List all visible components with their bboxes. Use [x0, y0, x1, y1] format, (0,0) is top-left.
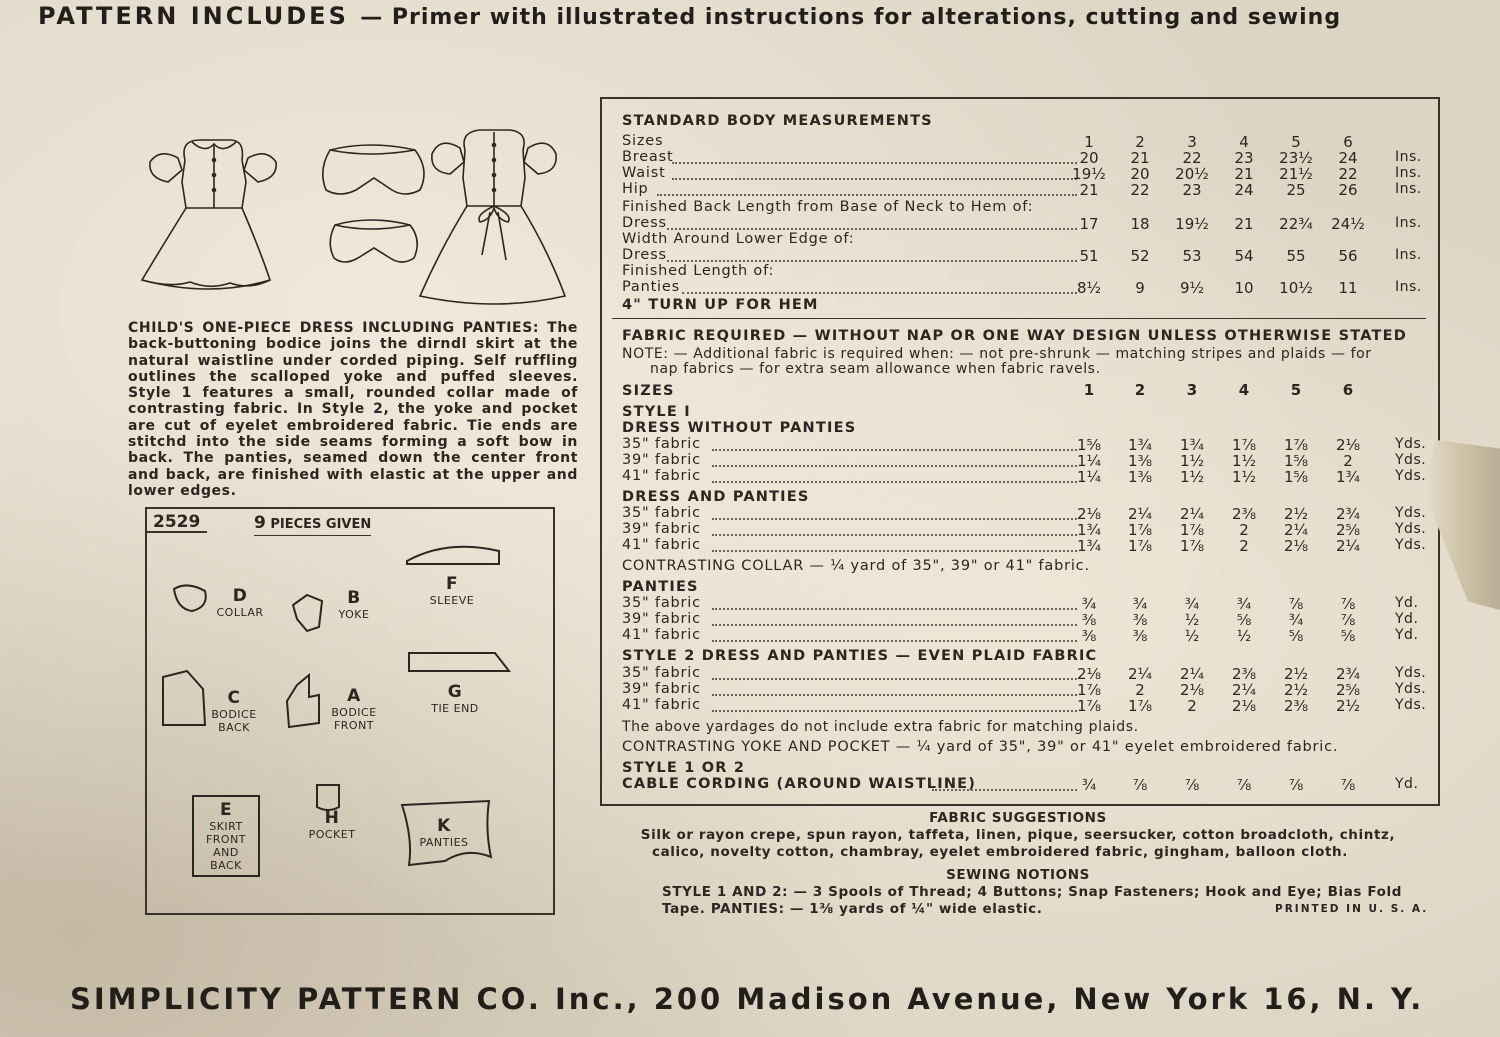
piece-panties: K PANTIES [419, 816, 469, 849]
row-value: 2¼ [1179, 505, 1205, 523]
row-value: 1½ [1231, 468, 1257, 486]
printed-in-usa: PRINTED IN U. S. A. [1275, 903, 1429, 915]
header-subtitle: — Primer with illustrated instructions for alterations, cutting and sewing [360, 5, 1342, 30]
row-value: 3 [1187, 133, 1197, 151]
row-value: 25 [1286, 181, 1306, 199]
row-value: 2 [1135, 681, 1145, 699]
leader-dots [682, 292, 1077, 294]
row-value: 17 [1079, 215, 1099, 233]
row-value: 2⅛ [1076, 505, 1102, 523]
row-value: 1½ [1179, 468, 1205, 486]
leader-dots [657, 194, 1077, 196]
piece-pocket: H POCKET [308, 808, 356, 841]
row-value: 2¼ [1231, 681, 1257, 699]
piece-tie-end: G TIE END [431, 682, 479, 715]
row-value: ½ [1184, 611, 1200, 629]
row-value: ⅞ [1236, 776, 1252, 794]
fabric-required-title: FABRIC REQUIRED — WITHOUT NAP OR ONE WAY DESIGN UNLESS OTHERWISE STATED [622, 328, 1407, 344]
row-value: 54 [1234, 247, 1254, 265]
row-value: ⅜ [1081, 611, 1097, 629]
style1-label: STYLE I [622, 404, 691, 420]
row-label: Panties [622, 279, 680, 295]
dress-and-panties-label: DRESS AND PANTIES [622, 489, 810, 505]
row-value: 19½ [1072, 165, 1106, 183]
leader-dots [672, 178, 1077, 180]
row-value: 9 [1135, 279, 1145, 297]
leader-dots [667, 260, 1077, 262]
collar-shape [174, 585, 206, 611]
size-header: 1 [1083, 381, 1095, 399]
row-value: 2¼ [1335, 537, 1361, 555]
size-header: 4 [1238, 381, 1250, 399]
row-value: 2½ [1283, 665, 1309, 683]
leader-dots [712, 710, 1077, 712]
fabric-suggestions-line1: Silk or rayon crepe, spun rayon, taffeta, linen, pique, seersucker, cotton broadcloth, chintz, [640, 827, 1396, 843]
row-unit: Yd. [1395, 595, 1419, 611]
row-value: 1⅞ [1076, 697, 1102, 715]
row-label: Waist [622, 165, 666, 181]
row-label: 39" fabric [622, 611, 701, 627]
row-value: ⅞ [1340, 595, 1356, 613]
back-length-heading: Finished Back Length from Base of Neck to Hem of: [622, 199, 1034, 215]
row-label: 35" fabric [622, 505, 701, 521]
piece-collar: D COLLAR [216, 586, 264, 619]
row-value: 23 [1182, 181, 1202, 199]
row-value: ⅞ [1132, 776, 1148, 794]
fabric-note-line1: NOTE: — Additional fabric is required when: — not pre-shrunk — matching stripes and plaids — for [622, 346, 1372, 362]
row-unit: Yds. [1395, 697, 1427, 713]
row-value: 2 [1343, 452, 1353, 470]
row-label: Dress [622, 215, 667, 231]
leader-dots [712, 449, 1077, 451]
size-header: 3 [1186, 381, 1198, 399]
row-value: 2⅜ [1283, 697, 1309, 715]
row-value: ⅞ [1288, 776, 1304, 794]
row-value: ⅝ [1340, 627, 1356, 645]
row-value: 21½ [1279, 165, 1313, 183]
row-value: 55 [1286, 247, 1306, 265]
tie-end-shape [409, 653, 509, 671]
row-value: 1⅜ [1127, 452, 1153, 470]
row-value: 6 [1343, 133, 1353, 151]
row-value: 1½ [1231, 452, 1257, 470]
row-value: 22 [1130, 181, 1150, 199]
measurements-box [600, 97, 1440, 806]
dress-without-panties-label: DRESS WITHOUT PANTIES [622, 420, 857, 436]
row-value: 1⅞ [1076, 681, 1102, 699]
row-value: 21 [1079, 181, 1099, 199]
row-value: 2¼ [1127, 665, 1153, 683]
row-label: Sizes [622, 133, 664, 149]
row-value: ⅞ [1184, 776, 1200, 794]
row-value: 2⅛ [1179, 681, 1205, 699]
row-value: ¾ [1081, 776, 1097, 794]
row-value: 2⅛ [1335, 436, 1361, 454]
row-value: 1¼ [1076, 468, 1102, 486]
row-value: 2⅛ [1076, 665, 1102, 683]
panties-drawing [323, 145, 424, 262]
row-value: 2⅛ [1283, 537, 1309, 555]
panties-label: PANTIES [622, 579, 699, 595]
leader-dots [712, 481, 1077, 483]
row-value: 2¼ [1127, 505, 1153, 523]
row-label: 35" fabric [622, 665, 701, 681]
row-value: 1¾ [1335, 468, 1361, 486]
row-unit: Yd. [1395, 611, 1419, 627]
sleeve-shape [407, 547, 499, 564]
fabric-suggestions-title: FABRIC SUGGESTIONS [929, 810, 1107, 826]
leader-dots [712, 465, 1077, 467]
row-label: Hip [622, 181, 649, 197]
row-value: 2¾ [1335, 505, 1361, 523]
row-value: 11 [1338, 279, 1358, 297]
row-value: 1⅝ [1283, 468, 1309, 486]
row-value: 1¼ [1076, 452, 1102, 470]
row-unit: Ins. [1395, 215, 1422, 231]
sewing-notions-title: SEWING NOTIONS [946, 867, 1090, 883]
row-value: 2¾ [1335, 665, 1361, 683]
contrasting-collar: CONTRASTING COLLAR — ¼ yard of 35", 39" or 41" fabric. [622, 558, 1090, 574]
leader-dots [712, 694, 1077, 696]
row-value: 8½ [1076, 279, 1102, 297]
piece-yoke: B YOKE [338, 588, 370, 621]
publisher-footer: SIMPLICITY PATTERN CO. Inc., 200 Madison Avenue, New York 16, N. Y. [70, 982, 1425, 1016]
row-value: 23½ [1279, 149, 1313, 167]
row-value: 5 [1291, 133, 1301, 151]
row-value: 2⅜ [1231, 505, 1257, 523]
row-value: 2⅝ [1335, 521, 1361, 539]
row-label: 41" fabric [622, 537, 701, 553]
row-value: 24 [1338, 149, 1358, 167]
row-value: 20 [1079, 149, 1099, 167]
row-value: 52 [1130, 247, 1150, 265]
row-unit: Yds. [1395, 468, 1427, 484]
sewing-notions-line2: Tape. PANTIES: — 1⅜ yards of ¼" wide elastic. [662, 901, 1043, 917]
row-label: 39" fabric [622, 681, 701, 697]
row-unit: Yds. [1395, 521, 1427, 537]
row-unit: Yds. [1395, 537, 1427, 553]
row-value: 22 [1338, 165, 1358, 183]
row-value: 2 [1239, 521, 1249, 539]
fabric-suggestions-line2: calico, novelty cotton, chambray, eyelet embroidered fabric, gingham, balloon cloth. [652, 844, 1348, 860]
body-measurements-title: STANDARD BODY MEASUREMENTS [622, 113, 933, 129]
row-value: 9½ [1179, 279, 1205, 297]
dress-style2-drawing [420, 130, 565, 304]
row-value: ⅞ [1340, 776, 1356, 794]
row-value: 23 [1234, 149, 1254, 167]
row-label: 41" fabric [622, 697, 701, 713]
row-value: 1¾ [1127, 436, 1153, 454]
row-value: 20 [1130, 165, 1150, 183]
row-label: 35" fabric [622, 436, 701, 452]
row-unit: Ins. [1395, 181, 1422, 197]
width-heading: Width Around Lower Edge of: [622, 231, 855, 247]
row-unit: Ins. [1395, 165, 1422, 181]
fabric-note-line2: nap fabrics — for extra seam allowance when fabric ravels. [650, 361, 1101, 377]
row-value: 2¼ [1283, 521, 1309, 539]
row-unit: Ins. [1395, 247, 1422, 263]
row-value: 2⅜ [1231, 665, 1257, 683]
row-value: 1⅞ [1127, 697, 1153, 715]
pattern-description: CHILD'S ONE-PIECE DRESS INCLUDING PANTIES: The back-buttoning bodice joins the dirndl skirt at the natural waistline under corded piping. Self ruffling outlines the scalloped yoke and puffed sleeves. Style 1 features a small, rounded collar made of contrasting fabric. In Style 2, the yoke and pocket are cut of eyelet embroidered fabric. Tie ends are stitchd into the side seams forming a soft bow in back. The panties, seamed down the center front and back, are finished with elastic at the upper and lower edges. [128, 320, 578, 499]
row-value: 2¼ [1179, 665, 1205, 683]
hem-note: 4" TURN UP FOR HEM [622, 297, 819, 313]
dress-illustrations [130, 120, 580, 310]
yoke-shape [293, 595, 322, 631]
section-divider [612, 318, 1426, 319]
row-value: 10 [1234, 279, 1254, 297]
row-value: 1 [1084, 133, 1094, 151]
row-value: 1⅞ [1179, 537, 1205, 555]
row-value: 24 [1234, 181, 1254, 199]
row-value: 1⅞ [1179, 521, 1205, 539]
row-label: 39" fabric [622, 521, 701, 537]
row-label: 41" fabric [622, 468, 701, 484]
leader-dots [712, 518, 1077, 520]
row-value: 21 [1234, 165, 1254, 183]
row-value: 1⅝ [1283, 452, 1309, 470]
row-value: 26 [1338, 181, 1358, 199]
leader-dots [667, 228, 1077, 230]
leader-dots [712, 678, 1077, 680]
row-value: ⅝ [1288, 627, 1304, 645]
row-unit: Yds. [1395, 436, 1427, 452]
pieces-box [145, 507, 555, 915]
style2-label: STYLE 2 DRESS AND PANTIES — EVEN PLAID FABRIC [622, 648, 1098, 664]
row-value: 21 [1234, 215, 1254, 233]
size-header: 5 [1290, 381, 1302, 399]
row-value: 24½ [1331, 215, 1365, 233]
row-value: 4 [1239, 133, 1249, 151]
row-value: 2 [1135, 133, 1145, 151]
row-value: 1¾ [1179, 436, 1205, 454]
row-unit: Yds. [1395, 452, 1427, 468]
leader-dots [712, 624, 1077, 626]
style-1-or-2-label: STYLE 1 OR 2 [622, 760, 746, 776]
row-value: 2 [1239, 537, 1249, 555]
row-value: ¾ [1081, 595, 1097, 613]
length-heading: Finished Length of: [622, 263, 775, 279]
row-value: ⅝ [1236, 611, 1252, 629]
piece-bodice-back: C BODICE BACK [211, 688, 257, 734]
leader-dots [672, 162, 1077, 164]
sewing-notions-line1: STYLE 1 AND 2: — 3 Spools of Thread; 4 Buttons; Snap Fasteners; Hook and Eye; Bias Fold [662, 884, 1402, 900]
dress-style1-drawing [142, 140, 276, 289]
row-value: ⅞ [1340, 611, 1356, 629]
leader-dots [712, 534, 1077, 536]
leader-dots [712, 640, 1077, 642]
row-value: 20½ [1175, 165, 1209, 183]
row-value: ½ [1236, 627, 1252, 645]
row-value: ¾ [1184, 595, 1200, 613]
row-label: 39" fabric [622, 452, 701, 468]
row-value: ⅞ [1288, 595, 1304, 613]
row-value: 53 [1182, 247, 1202, 265]
leader-dots [932, 789, 1077, 791]
row-value: 1⅜ [1127, 468, 1153, 486]
row-value: 1⅞ [1127, 521, 1153, 539]
row-value: 10½ [1279, 279, 1313, 297]
pocket-shape [317, 785, 339, 810]
header-title: PATTERN INCLUDES [38, 2, 349, 30]
row-value: 1⅞ [1231, 436, 1257, 454]
row-unit: Yd. [1395, 627, 1419, 643]
row-unit: Ins. [1395, 149, 1422, 165]
contrasting-yoke: CONTRASTING YOKE AND POCKET — ¼ yard of 35", 39" or 41" eyelet embroidered fabric. [622, 739, 1339, 755]
row-unit: Yds. [1395, 681, 1427, 697]
row-value: 2⅛ [1231, 697, 1257, 715]
row-value: ⅜ [1081, 627, 1097, 645]
bodice-front-shape [287, 675, 319, 727]
row-value: 2⅝ [1335, 681, 1361, 699]
row-value: 2½ [1335, 697, 1361, 715]
row-value: 56 [1338, 247, 1358, 265]
piece-sleeve: F SLEEVE [429, 574, 475, 607]
pieces-count: 9 [254, 513, 266, 533]
leader-dots [712, 550, 1077, 552]
row-value: ¾ [1132, 595, 1148, 613]
row-value: ¾ [1236, 595, 1252, 613]
piece-skirt: E SKIRT FRONT AND BACK [205, 800, 247, 872]
row-unit: Yd. [1395, 776, 1419, 792]
row-unit: Ins. [1395, 279, 1422, 295]
plaid-note: The above yardages do not include extra fabric for matching plaids. [622, 719, 1139, 735]
row-unit: Yds. [1395, 665, 1427, 681]
row-value: 1⅞ [1127, 537, 1153, 555]
sizes-label: SIZES [622, 383, 675, 399]
row-value: 1⅝ [1076, 436, 1102, 454]
row-label: 41" fabric [622, 627, 701, 643]
pattern-number: 2529 [153, 512, 201, 532]
row-value: ⅜ [1132, 627, 1148, 645]
row-value: 1¾ [1076, 521, 1102, 539]
row-label: 35" fabric [622, 595, 701, 611]
row-unit: Yds. [1395, 505, 1427, 521]
row-value: 22¾ [1279, 215, 1313, 233]
row-value: ¾ [1288, 611, 1304, 629]
header [38, 2, 1341, 30]
row-value: 2½ [1283, 681, 1309, 699]
row-value: 18 [1130, 215, 1150, 233]
row-label: CABLE CORDING (AROUND WAISTLINE) [622, 776, 977, 792]
row-value: ⅜ [1132, 611, 1148, 629]
row-value: 51 [1079, 247, 1099, 265]
row-label: Dress [622, 247, 667, 263]
row-value: 1½ [1179, 452, 1205, 470]
size-header: 2 [1134, 381, 1146, 399]
row-value: 22 [1182, 149, 1202, 167]
row-value: 19½ [1175, 215, 1209, 233]
pieces-given-text: PIECES GIVEN [270, 517, 372, 532]
row-label: Breast [622, 149, 674, 165]
leader-dots [712, 608, 1077, 610]
row-value: 2 [1187, 697, 1197, 715]
row-value: 1¾ [1076, 537, 1102, 555]
row-value: 21 [1130, 149, 1150, 167]
row-value: ½ [1184, 627, 1200, 645]
row-value: 2½ [1283, 505, 1309, 523]
size-header: 6 [1342, 381, 1354, 399]
row-value: 1⅞ [1283, 436, 1309, 454]
piece-bodice-front: A BODICE FRONT [331, 686, 377, 732]
